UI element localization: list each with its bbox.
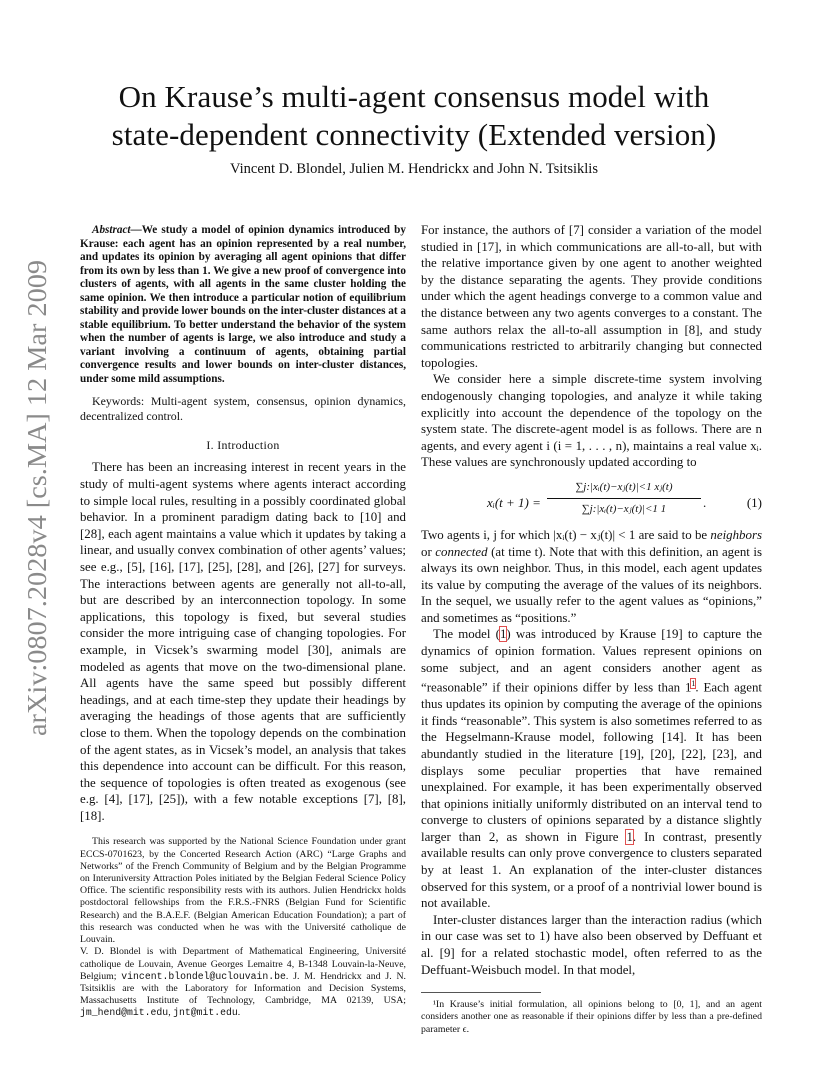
abstract [80,224,406,386]
title-line-1: On Krause’s multi-agent consensus model with [118,79,710,114]
affiliation-paragraph [80,946,406,1019]
keywords: Keywords: Multi-agent system, consensus, opinion dynamics, decentralized control. [80,394,406,424]
krause-text-4: . In contrast, presently available results can only prove convergence to clusters separated by at least 1. An explanation of the inter-cluster distances observed for this system, or a proof of a nontrivial lower bound is not available. [421,829,762,911]
email-tsitsiklis[interactable]: jnt@mit.edu [173,1007,238,1019]
footnote-divider [421,992,541,993]
neighbors-text-2: or [421,544,436,559]
author-list: Vincent D. Blondel, Julien M. Hendrickx and John N. Tsitsiklis [230,161,598,177]
paragraph-related-work: For instance, the authors of [7] consider a variation of the model studied in [17], in which communications are all-to-all, but with the relative importance given by one agent to another weighted by the distance separating the agents. They provide conditions under which the agent headings converge to a common value and the distance between any two agents converges to a constant. The same authors relax the all-to-all assumption in [8], and study communications restricted to arbitrarily changing but connected topologies. [421,223,762,370]
krause-text-1: The model ( [433,627,500,642]
equation-number: (1) [746,494,762,510]
footnote-reference-link[interactable]: 1 [691,679,696,689]
equation-denominator: ∑j:|xᵢ(t)−xⱼ(t)|<1 1 [581,502,667,515]
affiliation-end: . [237,1007,241,1019]
affiliation-text-2: . J. M. Hendrickx and J. N. Tsitsiklis are with the Laboratory for Information and Decision Systems, Massachusetts Institute of Technology, Cambridge, MA 02139, USA; [80,970,406,1007]
paragraph-krause-model [421,626,762,911]
arxiv-stamp-text: arXiv:0807.2028v4 [cs.MA] 12 Mar 2009 [21,273,52,736]
paper-title [0,78,828,154]
affiliation-text-1: V. D. Blondel is with Department of Mathematical Engineering, Université catholique de Louvain, Avenue Georges Lemaitre 4, B-1348 Louvain-la-Neuve, Belgium; [80,946,406,982]
neighbors-text-1: Two agents i, j for which |xᵢ(t) − xⱼ(t)| < 1 are said to be [421,527,711,542]
paragraph-neighbors [421,527,762,627]
term-neighbors: neighbors [710,527,762,542]
equation-period: . [703,494,707,510]
figure-reference-link[interactable]: 1 [626,829,633,844]
title-line-2: state-dependent connectivity (Extended version) [111,117,717,152]
funding-paragraph: This research was supported by the National Science Foundation under grant ECCS-0701623, by the Concerted Research Action (ARC) “Large Graphs and Networks” of the French Community of Belgium and by the Belgian Programme on Interuniversity Attraction Poles initiated by the Belgian Federal Science Policy Office. The scientific responsibility rests with its authors. Julien Hendrickx holds postdoctoral fellowships from the F.R.S.-FNRS (Belgian Fund for Scientific Research) and the B.A.E.F. (Belgian American Education Foundation); a part of this research was conducted when he was with the Université catholique de Louvain. [80,836,406,946]
equation-numerator: ∑j:|xᵢ(t)−xⱼ(t)|<1 xⱼ(t) [575,480,673,493]
krause-text-3: . Each agent thus updates its opinion by computing the average of the opinions it finds “reasonable”. This system is also sometimes referred to as the Hegselmann-Krause model, following [14]. It has been abundantly studied in the literature [19], [20], [22], [23], and displays some peculiar properties that have remained unexplained. For example, it has been experimentally observed that opinions initially uniformly distributed on an interval tend to converge to clusters of opinions separated by a distance slightly larger than 2, as shown in Figure [421,680,762,844]
abstract-label: Abstract [92,224,131,236]
fraction-bar [547,498,701,499]
equation-1 [421,475,762,523]
krause-text-2: ) was introduced by Krause [19] to capture the dynamics of opinion formation. Values represent opinions on some subject, and an agent considers another agent as “reasonable” if their opinions differ by less than 1 [421,627,763,695]
right-column [421,222,762,1036]
email-blondel[interactable]: vincent.blondel@uclouvain.be [121,970,286,982]
term-connected: connected [435,544,488,559]
equation-fraction [547,479,701,517]
intro-paragraph: There has been an increasing interest in recent years in the study of multi-agent systems where agents interact according to simple local rules, resulting in a possibly coordinated global behavior. In a prominent paradigm dating back to [10] and [28], each agent maintains a value which it updates by taking a linear, and usually convex combination of other agents’ values; see e.g., [5], [16], [17], [25], [28], and [26], [27] for surveys. The interactions between agents are generally not all-to-all, but are described by an interconnection topology. In some applications, this topology is fixed, but several studies consider the more intriguing case of changing topologies. For example, in Vicsek’s swarming model [30], animals are modeled as agents that move on the two-dimensional plane. All agents have the same speed but possibly different headings, and at each time-step they update their headings by averaging the headings of those agents that are sufficiently close to them. When the topology depends on the combination of the agent states, as in Vicsek’s model, an analysis that takes this dependence into account can be difficult. For this reason, the sequence of topologies is often treated as exogenous (see e.g. [4], [17], [25]), with a few notable exceptions [7], [8], [18]. [80,460,406,823]
footnote-1: ¹In Krause’s initial formulation, all opinions belong to [0, 1], and an agent considers another one as reasonable if their opinions differ by less than a pre-defined parameter ϵ. [421,999,762,1035]
equation-reference-link[interactable]: 1 [499,627,507,642]
section-heading-introduction: I. Introduction [206,437,280,452]
arxiv-stamp [14,258,58,738]
neighbors-text-3: (at time t). Note that with this definition, an agent is always its own neighbor. Thus, in this model, each agent updates its value by computing the average of the values of its neighbors. In the sequel, we usually refer to the agent values as “opinions,” and sometimes as “positions.” [421,544,762,625]
paragraph-model-intro: We consider here a simple discrete-time system involving endogenously changing topologies, and analyze it while taking explicitly into account the dependence of the topology on the system state. The discrete-agent model is as follows. There are n agents, and every agent i (i = 1, . . . , n), maintains a real value xᵢ. These values are synchronously updated according to [421,372,762,470]
email-hendrickx[interactable]: jm_hend@mit.edu [80,1007,169,1019]
left-column [80,224,406,1020]
funding-footnote [80,836,406,1019]
paragraph-deffuant: Inter-cluster distances larger than the interaction radius (which in our case was set to 1) have also been observed by Deffuant et al. [9] for a related stochastic model, often referred to as the Deffuant-Weisbuch model. In that model, [421,912,762,977]
abstract-text: —We study a model of opinion dynamics introduced by Krause: each agent has an opinion represented by a real number, and updates its opinion by averaging all agent opinions that differ from its own by less than 1. We give a new proof of convergence into clusters of agents, with all agents in the same cluster holding the same opinion. We then introduce a particular notion of equilibrium stability and provide lower bounds on the inter-cluster distances at a stable equilibrium. To better understand the behavior of the system when the number of agents is large, we also introduce and study a variant involving a continuum of agents, obtaining partial convergence results and lower bounds on inter-cluster distances, under some mild assumptions. [80,224,406,385]
equation-lhs: xᵢ(t + 1) = [487,494,541,510]
affiliation-separator: , [168,1007,174,1019]
